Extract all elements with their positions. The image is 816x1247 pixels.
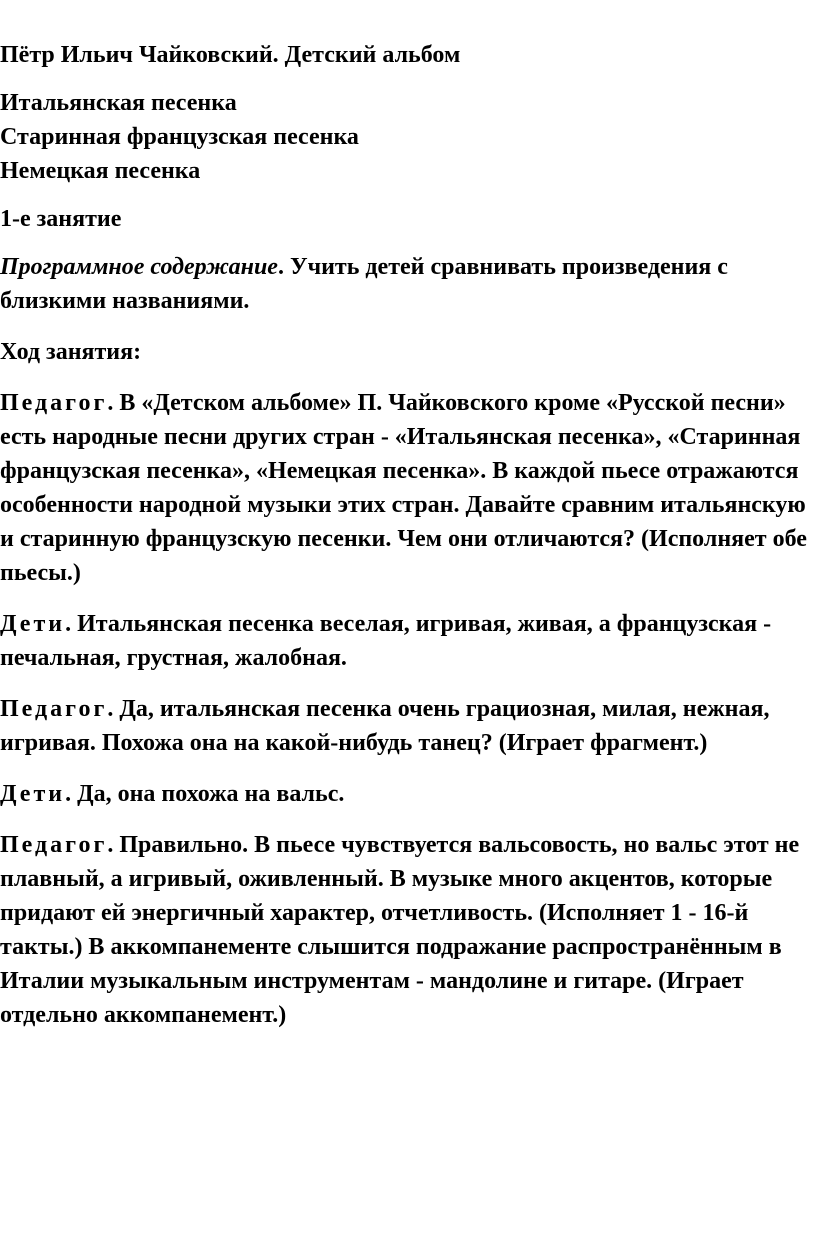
dialogue-paragraph <box>0 386 812 590</box>
song-item: Итальянская песенка <box>0 90 237 116</box>
dialogue-text: . В «Детском альбоме» П. Чайковского кроме «Русской песни» есть народные песни других стран - «Итальянская песенка», «Старинная французская песенка», «Немецкая песенка». В каждой пьесе отражаются особенности народной музыки этих стран. Давайте сравним итальянскую и старинную французскую песенки. Чем они отличаются? (Исполняет обе пьесы.) <box>0 390 807 586</box>
course-heading: Ход занятия: <box>0 339 142 365</box>
dialogue-text: . Да, она похожа на вальс. <box>65 781 345 807</box>
speaker-name: Педагог <box>0 832 108 858</box>
document-body <box>0 38 812 1049</box>
dialogue-paragraph <box>0 828 812 1032</box>
speaker-name: Педагог <box>0 696 108 722</box>
lesson-number: 1-е занятие <box>0 206 122 232</box>
dialogue-text: . Правильно. В пьесе чувствуется вальсовость, но вальс этот не плавный, а игривый, оживленный. В музыке много акцентов, которые придают ей энергичный характер, отчетливость. (Исполняет 1 - 16-й такты.) В аккомпанементе слышится подражание распространённым в Италии музыкальным инструментам - мандолине и гитаре. (Играет отдельно аккомпанемент.) <box>0 832 800 1028</box>
speaker-name: Дети <box>0 611 66 637</box>
document-title: Пётр Ильич Чайковский. Детский альбом <box>0 42 461 68</box>
song-item: Старинная французская песенка <box>0 124 359 150</box>
program-label: Программное содержание <box>0 254 278 280</box>
dialogue-text: . Итальянская песенка веселая, игривая, живая, а французская - печальная, грустная, жалобная. <box>0 611 772 671</box>
speaker-name: Дети <box>0 781 66 807</box>
dialogue-paragraph <box>0 607 812 675</box>
speaker-name: Педагог <box>0 390 108 416</box>
song-list <box>0 86 812 188</box>
song-item: Немецкая песенка <box>0 158 201 184</box>
dialogue-text: . Да, итальянская песенка очень грациозная, милая, нежная, игривая. Похожа она на какой-нибудь танец? (Играет фрагмент.) <box>0 696 770 756</box>
program-text: . Учить детей сравнивать произведения с близкими названиями. <box>0 254 728 314</box>
dialogue-paragraph <box>0 692 812 760</box>
dialogue-paragraph <box>0 777 812 811</box>
program-paragraph <box>0 250 812 318</box>
